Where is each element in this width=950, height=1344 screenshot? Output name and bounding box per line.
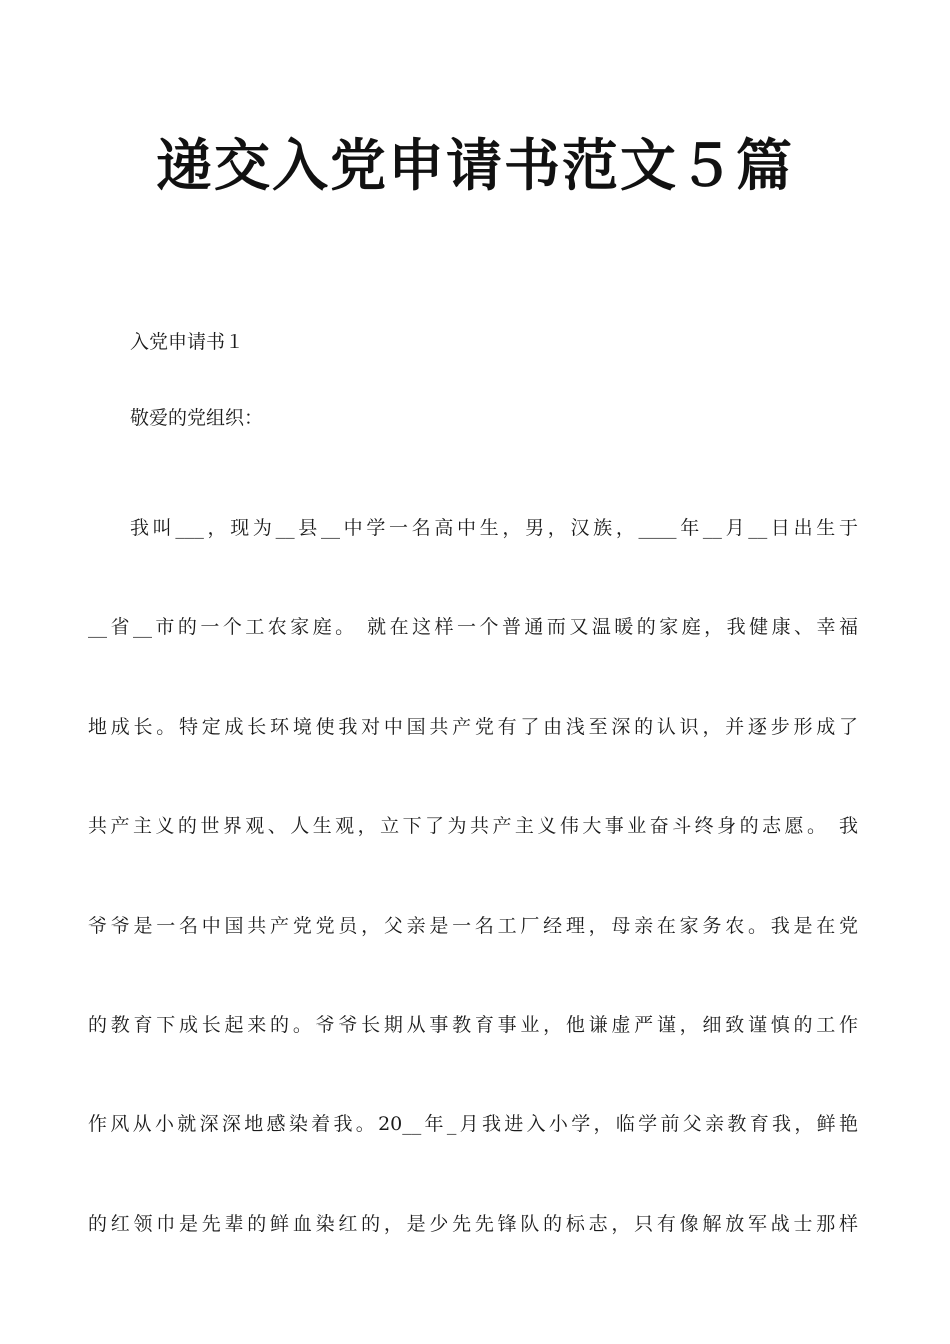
body-line: 爷爷是一名中国共产党党员，父亲是一名工厂经理，母亲在家务农。我是在党: [88, 914, 858, 937]
body-line: 的红领巾是先辈的鲜血染红的，是少先先锋队的标志，只有像解放军战士那样: [88, 1212, 858, 1235]
salutation: 敬爱的党组织：: [130, 407, 264, 429]
body-line: __省__市的一个工农家庭。 就在这样一个普通而又温暖的家庭，我健康、幸福: [88, 616, 858, 639]
body-paragraph: [88, 479, 858, 1274]
document-title: 递交入党申请书范文５篇: [156, 133, 794, 199]
body-line: 作风从小就深深地感染着我。20__年_月我进入小学，临学前父亲教育我，鲜艳: [88, 1113, 858, 1136]
section-heading: 入党申请书１: [130, 331, 245, 353]
body-line: 地成长。特定成长环境使我对中国共产党有了由浅至深的认识，并逐步形成了: [88, 715, 858, 738]
body-line: 我叫___，现为__县__中学一名高中生，男，汉族，____年__月__日出生于: [130, 517, 858, 539]
body-line: 共产主义的世界观、人生观，立下了为共产主义伟大事业奋斗终身的志愿。 我: [88, 815, 858, 838]
body-line: 的教育下成长起来的。爷爷长期从事教育事业，他谦虚严谨，细致谨慎的工作: [88, 1013, 858, 1036]
